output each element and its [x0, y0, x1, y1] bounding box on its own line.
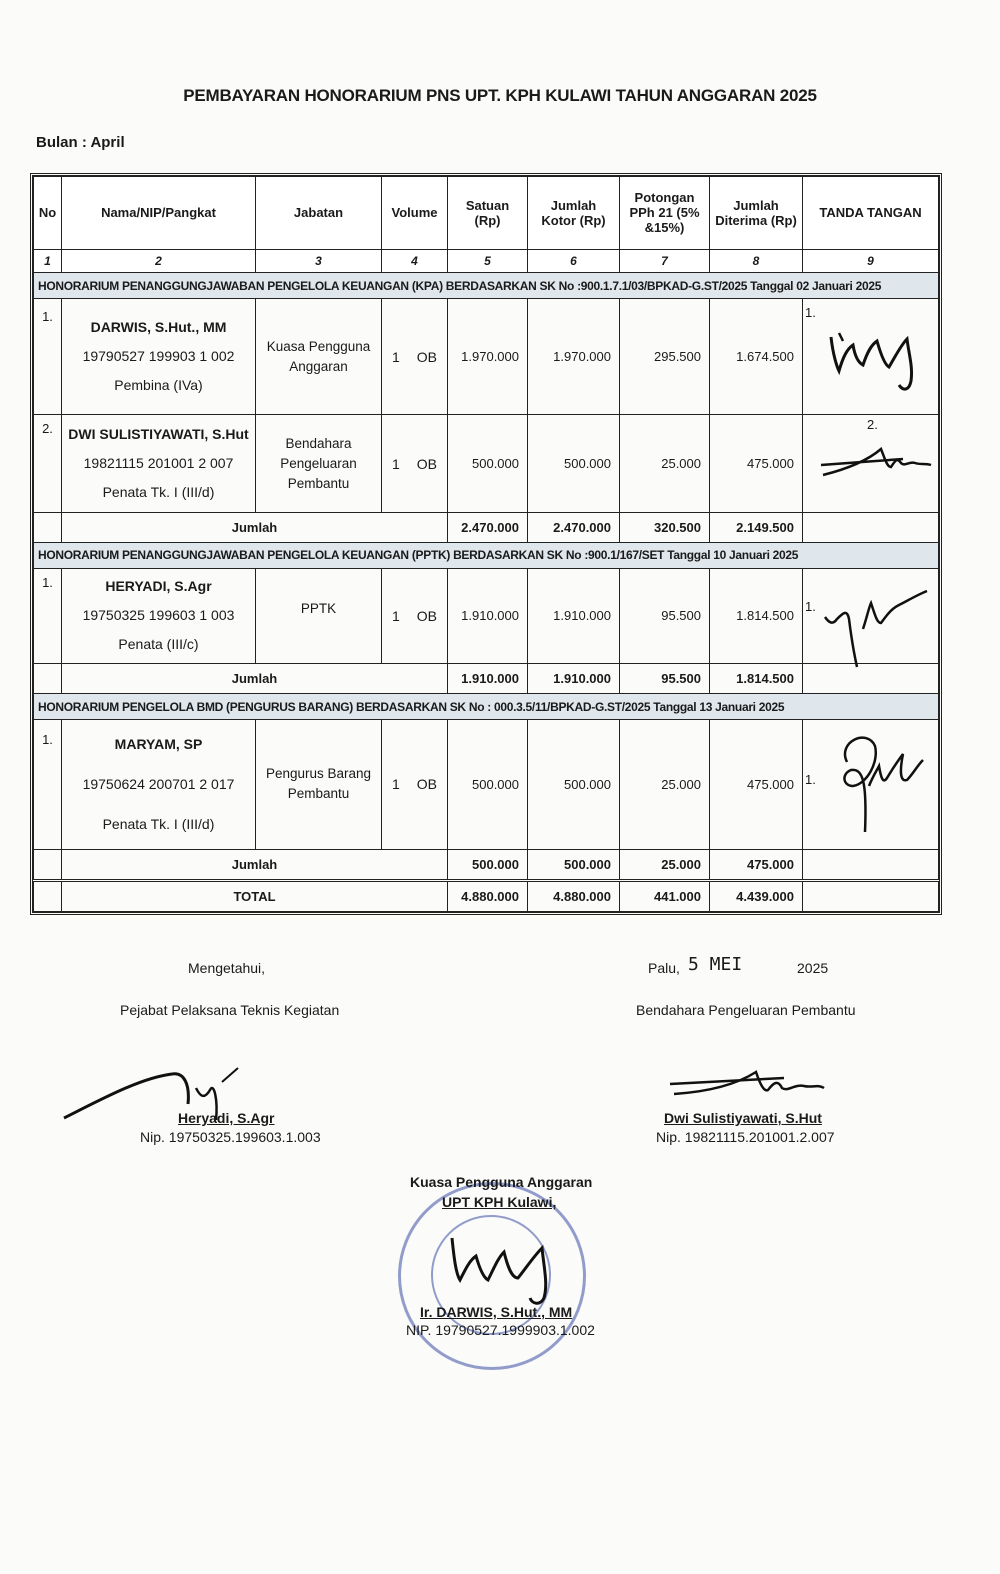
row-no: 1. — [34, 568, 62, 663]
person-name: DWI SULISTIYAWATI, S.Hut — [68, 426, 249, 443]
volume-value: 1 — [392, 607, 400, 624]
person-pangkat: Pembina (IVa) — [114, 377, 203, 394]
signature-number: 1. — [805, 305, 816, 321]
kotor-cell: 500.000 — [528, 415, 620, 512]
header-no: No — [34, 177, 62, 250]
table-row — [34, 568, 939, 663]
col-index: 4 — [382, 249, 448, 273]
volume-unit: OB — [416, 455, 437, 472]
person-nip: 19750624 200701 2 017 — [82, 776, 235, 793]
section-heading-text: HONORARIUM PENANGGUNGJAWABAN PENGELOLA KEUANGAN (PPTK) BERDASARKAN SK No :900.1/167/SET Tanggal 10 Januari 2025 — [34, 542, 939, 568]
col-index: 9 — [803, 249, 939, 273]
total-diterima: 4.439.000 — [710, 880, 803, 911]
kotor-cell: 1.970.000 — [528, 299, 620, 415]
person-nip: 19750325 199603 1 003 — [82, 607, 235, 624]
mengetahui-label: Mengetahui, — [188, 960, 266, 976]
satuan-cell: 500.000 — [448, 415, 528, 512]
right-signer-role: Bendahara Pengeluaran Pembantu — [636, 1002, 856, 1018]
sum-diterima: 1.814.500 — [710, 664, 803, 694]
signature-cell — [803, 415, 939, 512]
sum-kotor: 2.470.000 — [528, 512, 620, 542]
left-signer-name: Heryadi, S.Agr — [178, 1110, 275, 1126]
header-row — [34, 177, 939, 250]
volume-unit: OB — [416, 348, 437, 365]
volume-cell — [382, 415, 448, 512]
signature-number: 1. — [805, 772, 816, 788]
signature-darwis — [809, 305, 939, 405]
person-name: HERYADI, S.Agr — [105, 578, 212, 595]
volume-cell — [382, 720, 448, 850]
col-index: 2 — [62, 249, 256, 273]
table-row — [34, 299, 939, 415]
header-name: Nama/NIP/Pangkat — [62, 177, 256, 250]
empty-cell — [803, 849, 939, 880]
signature-number: 2. — [867, 417, 878, 433]
sum-satuan: 500.000 — [448, 849, 528, 880]
sum-pph: 95.500 — [620, 664, 710, 694]
header-pph: Potongan PPh 21 (5% &15%) — [620, 177, 710, 250]
section-heading-text: HONORARIUM PENANGGUNGJAWABAN PENGELOLA KEUANGAN (KPA) BERDASARKAN SK No :900.1.7.1/03/BPKAD-G.ST/2025 Tanggal 02 Januari 2025 — [34, 273, 939, 299]
header-diterima: Jumlah Diterima (Rp) — [710, 177, 803, 250]
row-no: 2. — [34, 415, 62, 512]
sum-label: Jumlah — [62, 512, 448, 542]
table-row — [34, 415, 939, 512]
satuan-cell: 1.970.000 — [448, 299, 528, 415]
row-no: 1. — [34, 299, 62, 415]
kpa-name: Ir. DARWIS, S.Hut., MM — [420, 1304, 573, 1320]
total-label: TOTAL — [62, 880, 448, 911]
volume-cell — [382, 568, 448, 663]
person-nip: 19790527 199903 1 002 — [82, 348, 235, 365]
header-kotor: Jumlah Kotor (Rp) — [528, 177, 620, 250]
signature-cell — [803, 568, 939, 663]
header-jabatan: Jabatan — [256, 177, 382, 250]
person-cell — [62, 299, 256, 415]
person-nip: 19821115 201001 2 007 — [83, 455, 234, 472]
volume-unit: OB — [416, 607, 437, 624]
left-signer-nip: Nip. 19750325.199603.1.003 — [140, 1129, 321, 1145]
person-name: MARYAM, SP — [114, 736, 203, 753]
empty-cell — [803, 880, 939, 911]
sum-diterima: 475.000 — [710, 849, 803, 880]
volume-value: 1 — [392, 348, 400, 365]
section-heading-text: HONORARIUM PENGELOLA BMD (PENGURUS BARANG) BERDASARKAN SK No : 000.3.5/11/BPKAD-G.ST/2025 Tanggal 13 Januari 2025 — [34, 694, 939, 720]
pph-cell: 25.000 — [620, 720, 710, 850]
jabatan-cell: Pengurus Barang Pembantu — [256, 720, 382, 850]
pph-cell: 295.500 — [620, 299, 710, 415]
kpa-nip: NIP. 19790527.1999903.1.002 — [406, 1322, 595, 1338]
volume-value: 1 — [392, 776, 400, 793]
sum-pph: 25.000 — [620, 849, 710, 880]
empty-cell — [34, 664, 62, 694]
diterima-cell: 1.674.500 — [710, 299, 803, 415]
total-kotor: 4.880.000 — [528, 880, 620, 911]
person-pangkat: Penata Tk. I (III/d) — [102, 484, 215, 501]
sum-pph: 320.500 — [620, 512, 710, 542]
sum-kotor: 1.910.000 — [528, 664, 620, 694]
kpa-role: Kuasa Pengguna Anggaran — [410, 1174, 593, 1190]
signature-dwi — [807, 437, 937, 497]
pph-cell: 95.500 — [620, 568, 710, 663]
col-index: 1 — [34, 249, 62, 273]
sum-row — [34, 849, 939, 880]
header-volume: Volume — [382, 177, 448, 250]
signature-maryam — [807, 722, 937, 842]
sum-satuan: 1.910.000 — [448, 664, 528, 694]
signature-dwi-footer — [664, 1064, 834, 1114]
empty-cell — [34, 849, 62, 880]
signature-cell — [803, 299, 939, 415]
column-index-row — [34, 249, 939, 273]
sum-row — [34, 512, 939, 542]
sum-row — [34, 664, 939, 694]
sum-diterima: 2.149.500 — [710, 512, 803, 542]
person-pangkat: Penata Tk. I (III/d) — [102, 816, 215, 833]
left-signer-role: Pejabat Pelaksana Teknis Kegiatan — [120, 1002, 340, 1018]
table-row — [34, 720, 939, 850]
right-signer-name: Dwi Sulistiyawati, S.Hut — [664, 1110, 822, 1126]
col-index: 3 — [256, 249, 382, 273]
person-cell — [62, 720, 256, 850]
header-satuan: Satuan (Rp) — [448, 177, 528, 250]
empty-cell — [34, 880, 62, 911]
header-signature: TANDA TANGAN — [803, 177, 939, 250]
signature-cell — [803, 720, 939, 850]
col-index: 6 — [528, 249, 620, 273]
person-cell — [62, 568, 256, 663]
col-index: 8 — [710, 249, 803, 273]
document-title: PEMBAYARAN HONORARIUM PNS UPT. KPH KULAWI TAHUN ANGGARAN 2025 — [183, 86, 817, 105]
date-year: 2025 — [797, 960, 829, 976]
sum-label: Jumlah — [62, 849, 448, 880]
handwritten-date: 5 MEI — [688, 954, 743, 975]
person-pangkat: Penata (III/c) — [118, 636, 199, 653]
volume-unit: OB — [416, 776, 437, 793]
payment-table — [33, 176, 939, 912]
section-heading-bmd — [34, 694, 939, 720]
kpa-unit: UPT KPH Kulawi, — [442, 1194, 557, 1210]
section-heading-pptk — [34, 542, 939, 568]
pph-cell: 25.000 — [620, 415, 710, 512]
empty-cell — [34, 512, 62, 542]
total-row — [34, 880, 939, 911]
satuan-cell: 1.910.000 — [448, 568, 528, 663]
kotor-cell: 500.000 — [528, 720, 620, 850]
jabatan-cell: PPTK — [256, 568, 382, 663]
right-signer-nip: Nip. 19821115.201001.2.007 — [656, 1129, 835, 1145]
total-pph: 441.000 — [620, 880, 710, 911]
sum-label: Jumlah — [62, 664, 448, 694]
payment-table-frame — [30, 173, 942, 915]
signature-heryadi — [807, 579, 937, 669]
sum-kotor: 500.000 — [528, 849, 620, 880]
col-index: 5 — [448, 249, 528, 273]
col-index: 7 — [620, 249, 710, 273]
volume-value: 1 — [392, 455, 400, 472]
volume-cell — [382, 299, 448, 415]
diterima-cell: 475.000 — [710, 720, 803, 850]
signature-number: 1. — [805, 598, 816, 614]
kotor-cell: 1.910.000 — [528, 568, 620, 663]
empty-cell — [803, 512, 939, 542]
person-name: DARWIS, S.Hut., MM — [90, 319, 227, 336]
diterima-cell: 475.000 — [710, 415, 803, 512]
row-no: 1. — [34, 720, 62, 850]
month-label: Bulan : April — [36, 134, 125, 151]
place-label: Palu, — [648, 960, 680, 976]
sum-satuan: 2.470.000 — [448, 512, 528, 542]
jabatan-cell: Kuasa Pengguna Anggaran — [256, 299, 382, 415]
section-heading-kpa — [34, 273, 939, 299]
satuan-cell: 500.000 — [448, 720, 528, 850]
total-satuan: 4.880.000 — [448, 880, 528, 911]
person-cell — [62, 415, 256, 512]
jabatan-cell: Bendahara Pengeluaran Pembantu — [256, 415, 382, 512]
signature-darwis-footer — [440, 1228, 580, 1308]
diterima-cell: 1.814.500 — [710, 568, 803, 663]
